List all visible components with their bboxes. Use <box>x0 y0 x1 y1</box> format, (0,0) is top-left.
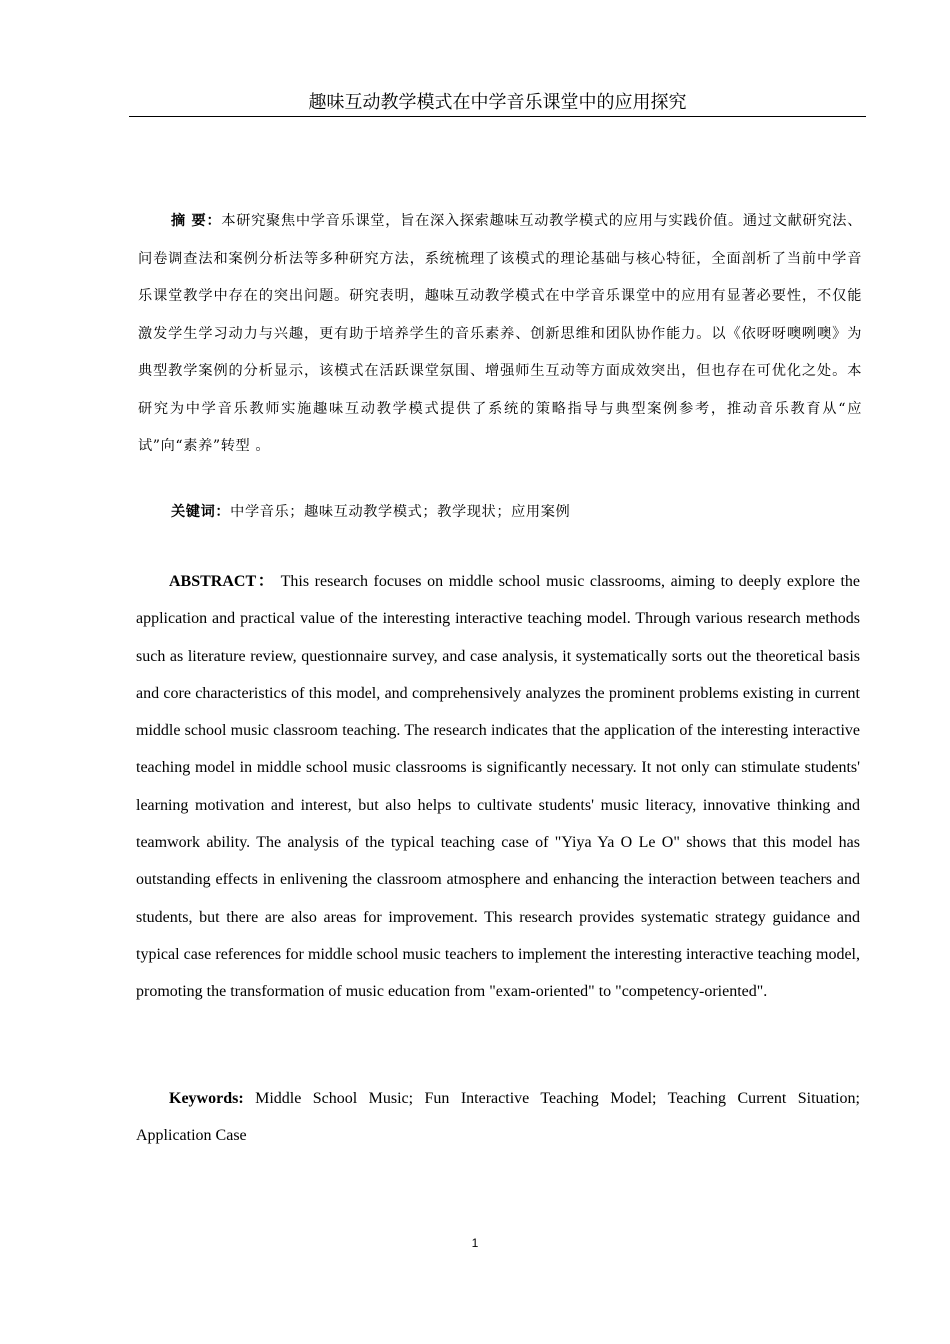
english-keywords <box>136 1080 860 1155</box>
chinese-abstract-text: 本研究聚焦中学音乐课堂，旨在深入探索趣味互动教学模式的应用与实践价值。通过文献研究法、问卷调查法和案例分析法等多种研究方法，系统梳理了该模式的理论基础与核心特征，全面剖析了当前中学音乐课堂教学中存在的突出问题。研究表明，趣味互动教学模式在中学音乐课堂中的应用有显著必要性，不仅能激发学生学习动力与兴趣，更有助于培养学生的音乐素养、创新思维和团队协作能力。以《依呀呀噢咧噢》为典型教学案例的分析显示，该模式在活跃课堂氛围、增强师生互动等方面成效突出，但也存在可优化之处。本研究为中学音乐教师实施趣味互动教学模式提供了系统的策略指导与典型案例参考，推动音乐教育从“应试”向“素养”转型 。 <box>138 213 862 454</box>
chinese-keywords-text: 中学音乐；趣味互动教学模式；教学现状；应用案例 <box>230 504 571 520</box>
english-abstract-label: ABSTRACT： <box>169 573 276 590</box>
page-number: 1 <box>471 1236 479 1250</box>
english-keywords-text: Middle School Music; Fun Interactive Teaching Model; Teaching Current Situation; Application Case <box>136 1090 860 1145</box>
english-abstract-text: This research focuses on middle school music classrooms, aiming to deeply explore the application and practical value of the interesting interactive teaching model. Through various research methods such as literature review, questionnaire survey, and case analysis, it systematically sorts out the theoretical basis and core characteristics of this model, and comprehensively analyzes the prominent problems existing in current middle school music classroom teaching. The research indicates that the application of the interesting interactive teaching model in middle school music classrooms is significantly necessary. It not only can stimulate students' learning motivation and interest, but also helps to cultivate students' music literacy, innovative thinking and teamwork ability. The analysis of the typical teaching case of "Yiya Ya O Le O" shows that this model has outstanding effects in enlivening the classroom atmosphere and enhancing the interaction between teachers and students, but there are also areas for improvement. This research provides systematic strategy guidance and typical case references for middle school music teachers to implement the interesting interactive teaching model, promoting the transformation of music education from "exam-oriented" to "competency-oriented". <box>136 573 860 1001</box>
running-header: 趣味互动教学模式在中学音乐课堂中的应用探究 <box>129 92 866 117</box>
english-abstract <box>136 563 860 1011</box>
chinese-abstract-label: 摘 要： <box>171 213 222 229</box>
english-keywords-label: Keywords: <box>169 1090 244 1107</box>
chinese-abstract <box>138 203 862 466</box>
chinese-keywords-label: 关键词： <box>171 504 231 520</box>
chinese-keywords <box>138 494 862 532</box>
